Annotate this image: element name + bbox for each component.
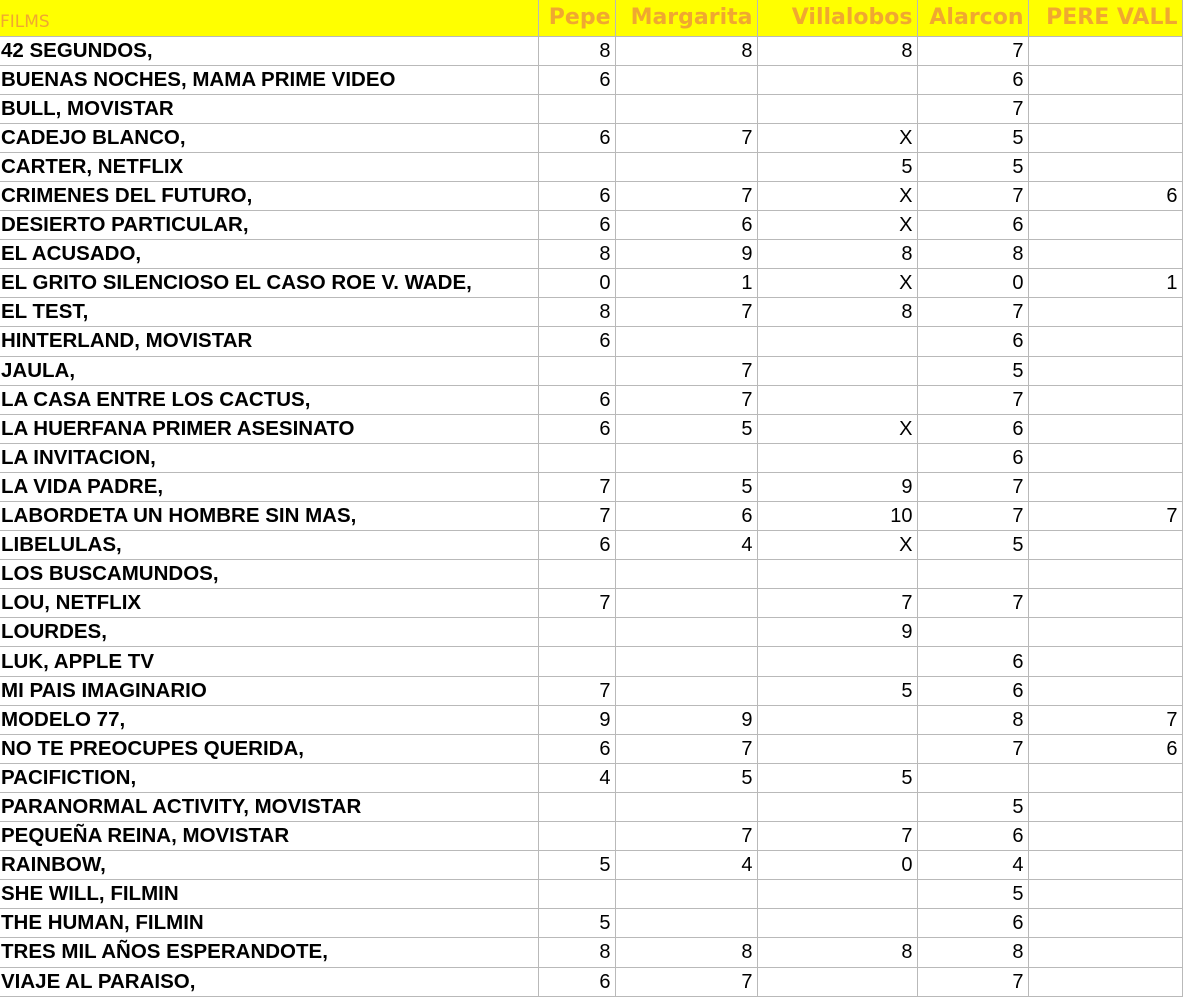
- villalobos-score-cell[interactable]: [757, 734, 917, 763]
- alarcon-score-cell[interactable]: 6: [917, 676, 1028, 705]
- table-row: [0, 472, 1182, 501]
- header-row: [0, 0, 1182, 36]
- film-title-cell[interactable]: LA CASA ENTRE LOS CACTUS,: [0, 385, 538, 414]
- pepe-score-cell[interactable]: 6: [538, 385, 615, 414]
- pepe-score-cell[interactable]: [538, 880, 615, 909]
- villalobos-score-cell[interactable]: [757, 967, 917, 996]
- pepe-score-cell[interactable]: [538, 792, 615, 821]
- margarita-score-cell[interactable]: 7: [615, 967, 757, 996]
- villalobos-score-cell[interactable]: 8: [757, 298, 917, 327]
- pere-vall-score-cell[interactable]: [1028, 240, 1182, 269]
- villalobos-score-cell[interactable]: [757, 356, 917, 385]
- pepe-score-cell[interactable]: 6: [538, 531, 615, 560]
- margarita-score-cell[interactable]: 7: [615, 356, 757, 385]
- pere-vall-score-cell[interactable]: [1028, 822, 1182, 851]
- pepe-score-cell[interactable]: 7: [538, 502, 615, 531]
- margarita-score-cell[interactable]: 5: [615, 763, 757, 792]
- pere-vall-score-cell[interactable]: [1028, 647, 1182, 676]
- header-pepe[interactable]: Pepe: [538, 0, 615, 36]
- table-row: [0, 531, 1182, 560]
- film-title-cell[interactable]: BUENAS NOCHES, MAMA PRIME VIDEO: [0, 65, 538, 94]
- pere-vall-score-cell[interactable]: 7: [1028, 502, 1182, 531]
- villalobos-score-cell[interactable]: 8: [757, 938, 917, 967]
- alarcon-score-cell[interactable]: 5: [917, 152, 1028, 181]
- villalobos-score-cell[interactable]: [757, 65, 917, 94]
- film-title-cell[interactable]: CRIMENES DEL FUTURO,: [0, 181, 538, 210]
- film-title-cell[interactable]: MODELO 77,: [0, 705, 538, 734]
- alarcon-score-cell[interactable]: 7: [917, 181, 1028, 210]
- table-row: [0, 385, 1182, 414]
- alarcon-score-cell[interactable]: 7: [917, 967, 1028, 996]
- margarita-score-cell[interactable]: [615, 327, 757, 356]
- alarcon-score-cell[interactable]: 6: [917, 327, 1028, 356]
- margarita-score-cell[interactable]: 9: [615, 240, 757, 269]
- margarita-score-cell[interactable]: 7: [615, 181, 757, 210]
- film-title-cell[interactable]: NO TE PREOCUPES QUERIDA,: [0, 734, 538, 763]
- film-title-cell[interactable]: LIBELULAS,: [0, 531, 538, 560]
- margarita-score-cell[interactable]: 1: [615, 269, 757, 298]
- pepe-score-cell[interactable]: 5: [538, 909, 615, 938]
- pere-vall-score-cell[interactable]: 7: [1028, 705, 1182, 734]
- alarcon-score-cell[interactable]: 4: [917, 851, 1028, 880]
- alarcon-score-cell[interactable]: 6: [917, 647, 1028, 676]
- film-title-cell[interactable]: JAULA,: [0, 356, 538, 385]
- film-title-cell[interactable]: VIAJE AL PARAISO,: [0, 967, 538, 996]
- pere-vall-score-cell[interactable]: [1028, 792, 1182, 821]
- alarcon-score-cell[interactable]: 7: [917, 36, 1028, 65]
- villalobos-score-cell[interactable]: 8: [757, 36, 917, 65]
- alarcon-score-cell[interactable]: 8: [917, 705, 1028, 734]
- film-title-cell[interactable]: BULL, MOVISTAR: [0, 94, 538, 123]
- film-title-cell[interactable]: LOU, NETFLIX: [0, 589, 538, 618]
- pere-vall-score-cell[interactable]: [1028, 298, 1182, 327]
- villalobos-score-cell[interactable]: X: [757, 269, 917, 298]
- alarcon-score-cell[interactable]: 7: [917, 589, 1028, 618]
- table-row: [0, 94, 1182, 123]
- film-title-cell[interactable]: HINTERLAND, MOVISTAR: [0, 327, 538, 356]
- villalobos-score-cell[interactable]: 5: [757, 152, 917, 181]
- pepe-score-cell[interactable]: 8: [538, 938, 615, 967]
- pepe-score-cell[interactable]: 6: [538, 734, 615, 763]
- header-alarcon[interactable]: Alarcon: [917, 0, 1028, 36]
- pere-vall-score-cell[interactable]: [1028, 618, 1182, 647]
- margarita-score-cell[interactable]: 7: [615, 385, 757, 414]
- pepe-score-cell[interactable]: [538, 443, 615, 472]
- film-title-cell[interactable]: EL GRITO SILENCIOSO EL CASO ROE V. WADE,: [0, 269, 538, 298]
- header-films[interactable]: FILMS: [0, 0, 538, 36]
- table-row: [0, 676, 1182, 705]
- margarita-score-cell[interactable]: [615, 792, 757, 821]
- alarcon-score-cell[interactable]: 6: [917, 909, 1028, 938]
- table-row: [0, 356, 1182, 385]
- villalobos-score-cell[interactable]: [757, 909, 917, 938]
- film-title-cell[interactable]: DESIERTO PARTICULAR,: [0, 211, 538, 240]
- pepe-score-cell[interactable]: [538, 822, 615, 851]
- table-row: [0, 734, 1182, 763]
- pepe-score-cell[interactable]: [538, 356, 615, 385]
- film-title-cell[interactable]: LA HUERFANA PRIMER ASESINATO: [0, 414, 538, 443]
- villalobos-score-cell[interactable]: 10: [757, 502, 917, 531]
- film-title-cell[interactable]: EL TEST,: [0, 298, 538, 327]
- pere-vall-score-cell[interactable]: [1028, 880, 1182, 909]
- alarcon-score-cell[interactable]: 8: [917, 938, 1028, 967]
- villalobos-score-cell[interactable]: [757, 880, 917, 909]
- pepe-score-cell[interactable]: [538, 94, 615, 123]
- table-row: [0, 211, 1182, 240]
- pepe-score-cell[interactable]: 6: [538, 123, 615, 152]
- alarcon-score-cell[interactable]: 5: [917, 531, 1028, 560]
- margarita-score-cell[interactable]: [615, 589, 757, 618]
- villalobos-score-cell[interactable]: [757, 560, 917, 589]
- table-row: [0, 792, 1182, 821]
- table-row: [0, 705, 1182, 734]
- film-title-cell[interactable]: LOS BUSCAMUNDOS,: [0, 560, 538, 589]
- pepe-score-cell[interactable]: 6: [538, 967, 615, 996]
- table-row: [0, 560, 1182, 589]
- villalobos-score-cell[interactable]: X: [757, 123, 917, 152]
- pere-vall-score-cell[interactable]: [1028, 36, 1182, 65]
- pepe-score-cell[interactable]: [538, 647, 615, 676]
- table-row: [0, 298, 1182, 327]
- margarita-score-cell[interactable]: 8: [615, 938, 757, 967]
- table-row: [0, 647, 1182, 676]
- margarita-score-cell[interactable]: [615, 618, 757, 647]
- margarita-score-cell[interactable]: [615, 152, 757, 181]
- header-row-group: [0, 0, 1182, 36]
- pepe-score-cell[interactable]: [538, 560, 615, 589]
- pepe-score-cell[interactable]: 7: [538, 589, 615, 618]
- table-row: [0, 414, 1182, 443]
- villalobos-score-cell[interactable]: 9: [757, 618, 917, 647]
- alarcon-score-cell[interactable]: [917, 560, 1028, 589]
- pere-vall-score-cell[interactable]: [1028, 909, 1182, 938]
- film-title-cell[interactable]: 42 SEGUNDOS,: [0, 36, 538, 65]
- margarita-score-cell[interactable]: 5: [615, 472, 757, 501]
- table-row: [0, 938, 1182, 967]
- film-title-cell[interactable]: LABORDETA UN HOMBRE SIN MAS,: [0, 502, 538, 531]
- table-row: [0, 181, 1182, 210]
- pere-vall-score-cell[interactable]: [1028, 938, 1182, 967]
- margarita-score-cell[interactable]: 4: [615, 531, 757, 560]
- pere-vall-score-cell[interactable]: [1028, 851, 1182, 880]
- film-title-cell[interactable]: PACIFICTION,: [0, 763, 538, 792]
- table-row: [0, 502, 1182, 531]
- margarita-score-cell[interactable]: 9: [615, 705, 757, 734]
- alarcon-score-cell[interactable]: 8: [917, 240, 1028, 269]
- film-title-cell[interactable]: LA INVITACION,: [0, 443, 538, 472]
- table-row: [0, 589, 1182, 618]
- pere-vall-score-cell[interactable]: [1028, 443, 1182, 472]
- table-row: [0, 327, 1182, 356]
- pere-vall-score-cell[interactable]: [1028, 589, 1182, 618]
- pere-vall-score-cell[interactable]: [1028, 123, 1182, 152]
- villalobos-score-cell[interactable]: 0: [757, 851, 917, 880]
- villalobos-score-cell[interactable]: 7: [757, 822, 917, 851]
- pere-vall-score-cell[interactable]: 1: [1028, 269, 1182, 298]
- pepe-score-cell[interactable]: 8: [538, 36, 615, 65]
- villalobos-score-cell[interactable]: [757, 705, 917, 734]
- header-villalobos[interactable]: Villalobos: [757, 0, 917, 36]
- pere-vall-score-cell[interactable]: [1028, 472, 1182, 501]
- alarcon-score-cell[interactable]: [917, 618, 1028, 647]
- pepe-score-cell[interactable]: [538, 618, 615, 647]
- margarita-score-cell[interactable]: [615, 880, 757, 909]
- pere-vall-score-cell[interactable]: 6: [1028, 734, 1182, 763]
- alarcon-score-cell[interactable]: 5: [917, 356, 1028, 385]
- pere-vall-score-cell[interactable]: [1028, 531, 1182, 560]
- villalobos-score-cell[interactable]: X: [757, 181, 917, 210]
- film-title-cell[interactable]: THE HUMAN, FILMIN: [0, 909, 538, 938]
- film-title-cell[interactable]: MI PAIS IMAGINARIO: [0, 676, 538, 705]
- alarcon-score-cell[interactable]: 6: [917, 822, 1028, 851]
- table-row: [0, 240, 1182, 269]
- alarcon-score-cell[interactable]: 6: [917, 443, 1028, 472]
- pere-vall-score-cell[interactable]: [1028, 152, 1182, 181]
- film-title-cell[interactable]: TRES MIL AÑOS ESPERANDOTE,: [0, 938, 538, 967]
- margarita-score-cell[interactable]: 6: [615, 502, 757, 531]
- villalobos-score-cell[interactable]: [757, 792, 917, 821]
- header-pere-vall[interactable]: PERE VALL: [1028, 0, 1182, 36]
- villalobos-score-cell[interactable]: X: [757, 531, 917, 560]
- film-title-cell[interactable]: LA VIDA PADRE,: [0, 472, 538, 501]
- alarcon-score-cell[interactable]: 7: [917, 502, 1028, 531]
- pepe-score-cell[interactable]: [538, 152, 615, 181]
- pepe-score-cell[interactable]: 4: [538, 763, 615, 792]
- margarita-score-cell[interactable]: [615, 94, 757, 123]
- margarita-score-cell[interactable]: [615, 560, 757, 589]
- film-title-cell[interactable]: CARTER, NETFLIX: [0, 152, 538, 181]
- pepe-score-cell[interactable]: 0: [538, 269, 615, 298]
- pere-vall-score-cell[interactable]: [1028, 414, 1182, 443]
- pepe-score-cell[interactable]: 9: [538, 705, 615, 734]
- table-row: [0, 851, 1182, 880]
- alarcon-score-cell[interactable]: 5: [917, 880, 1028, 909]
- pere-vall-score-cell[interactable]: [1028, 94, 1182, 123]
- margarita-score-cell[interactable]: [615, 65, 757, 94]
- table-row: [0, 123, 1182, 152]
- margarita-score-cell[interactable]: [615, 443, 757, 472]
- villalobos-score-cell[interactable]: 5: [757, 676, 917, 705]
- table-row: [0, 909, 1182, 938]
- pere-vall-score-cell[interactable]: [1028, 560, 1182, 589]
- villalobos-score-cell[interactable]: [757, 647, 917, 676]
- margarita-score-cell[interactable]: 7: [615, 123, 757, 152]
- alarcon-score-cell[interactable]: 7: [917, 385, 1028, 414]
- margarita-score-cell[interactable]: [615, 676, 757, 705]
- table-row: [0, 269, 1182, 298]
- margarita-score-cell[interactable]: [615, 647, 757, 676]
- pepe-score-cell[interactable]: 8: [538, 298, 615, 327]
- margarita-score-cell[interactable]: 4: [615, 851, 757, 880]
- table-row: [0, 443, 1182, 472]
- pepe-score-cell[interactable]: 6: [538, 414, 615, 443]
- pepe-score-cell[interactable]: 6: [538, 211, 615, 240]
- ratings-body: [0, 36, 1182, 996]
- margarita-score-cell[interactable]: 5: [615, 414, 757, 443]
- table-row: [0, 152, 1182, 181]
- villalobos-score-cell[interactable]: 5: [757, 763, 917, 792]
- film-title-cell[interactable]: PEQUEÑA REINA, MOVISTAR: [0, 822, 538, 851]
- villalobos-score-cell[interactable]: X: [757, 414, 917, 443]
- header-margarita[interactable]: Margarita: [615, 0, 757, 36]
- pepe-score-cell[interactable]: 6: [538, 327, 615, 356]
- alarcon-score-cell[interactable]: 6: [917, 211, 1028, 240]
- pepe-score-cell[interactable]: 7: [538, 472, 615, 501]
- pere-vall-score-cell[interactable]: [1028, 211, 1182, 240]
- table-row: [0, 36, 1182, 65]
- film-title-cell[interactable]: LOURDES,: [0, 618, 538, 647]
- pere-vall-score-cell[interactable]: [1028, 356, 1182, 385]
- pere-vall-score-cell[interactable]: 6: [1028, 181, 1182, 210]
- villalobos-score-cell[interactable]: [757, 327, 917, 356]
- villalobos-score-cell[interactable]: [757, 94, 917, 123]
- pepe-score-cell[interactable]: 5: [538, 851, 615, 880]
- film-title-cell[interactable]: LUK, APPLE TV: [0, 647, 538, 676]
- film-title-cell[interactable]: RAINBOW,: [0, 851, 538, 880]
- margarita-score-cell[interactable]: 7: [615, 734, 757, 763]
- pepe-score-cell[interactable]: 7: [538, 676, 615, 705]
- table-row: [0, 618, 1182, 647]
- margarita-score-cell[interactable]: 6: [615, 211, 757, 240]
- film-title-cell[interactable]: CADEJO BLANCO,: [0, 123, 538, 152]
- pere-vall-score-cell[interactable]: [1028, 385, 1182, 414]
- pere-vall-score-cell[interactable]: [1028, 967, 1182, 996]
- villalobos-score-cell[interactable]: [757, 385, 917, 414]
- alarcon-score-cell[interactable]: 6: [917, 65, 1028, 94]
- table-row: [0, 822, 1182, 851]
- pere-vall-score-cell[interactable]: [1028, 763, 1182, 792]
- pere-vall-score-cell[interactable]: [1028, 65, 1182, 94]
- villalobos-score-cell[interactable]: 9: [757, 472, 917, 501]
- margarita-score-cell[interactable]: [615, 909, 757, 938]
- alarcon-score-cell[interactable]: 7: [917, 472, 1028, 501]
- table-row: [0, 967, 1182, 996]
- villalobos-score-cell[interactable]: [757, 443, 917, 472]
- alarcon-score-cell[interactable]: [917, 763, 1028, 792]
- margarita-score-cell[interactable]: 7: [615, 298, 757, 327]
- pere-vall-score-cell[interactable]: [1028, 676, 1182, 705]
- villalobos-score-cell[interactable]: 7: [757, 589, 917, 618]
- pepe-score-cell[interactable]: 8: [538, 240, 615, 269]
- pere-vall-score-cell[interactable]: [1028, 327, 1182, 356]
- alarcon-score-cell[interactable]: 5: [917, 123, 1028, 152]
- film-title-cell[interactable]: SHE WILL, FILMIN: [0, 880, 538, 909]
- villalobos-score-cell[interactable]: X: [757, 211, 917, 240]
- alarcon-score-cell[interactable]: 5: [917, 792, 1028, 821]
- table-row: [0, 65, 1182, 94]
- margarita-score-cell[interactable]: 7: [615, 822, 757, 851]
- alarcon-score-cell[interactable]: 6: [917, 414, 1028, 443]
- alarcon-score-cell[interactable]: 7: [917, 94, 1028, 123]
- pepe-score-cell[interactable]: 6: [538, 65, 615, 94]
- alarcon-score-cell[interactable]: 7: [917, 298, 1028, 327]
- villalobos-score-cell[interactable]: 8: [757, 240, 917, 269]
- margarita-score-cell[interactable]: 8: [615, 36, 757, 65]
- film-title-cell[interactable]: EL ACUSADO,: [0, 240, 538, 269]
- table-row: [0, 880, 1182, 909]
- alarcon-score-cell[interactable]: 7: [917, 734, 1028, 763]
- pepe-score-cell[interactable]: 6: [538, 181, 615, 210]
- table-row: [0, 763, 1182, 792]
- film-title-cell[interactable]: PARANORMAL ACTIVITY, MOVISTAR: [0, 792, 538, 821]
- alarcon-score-cell[interactable]: 0: [917, 269, 1028, 298]
